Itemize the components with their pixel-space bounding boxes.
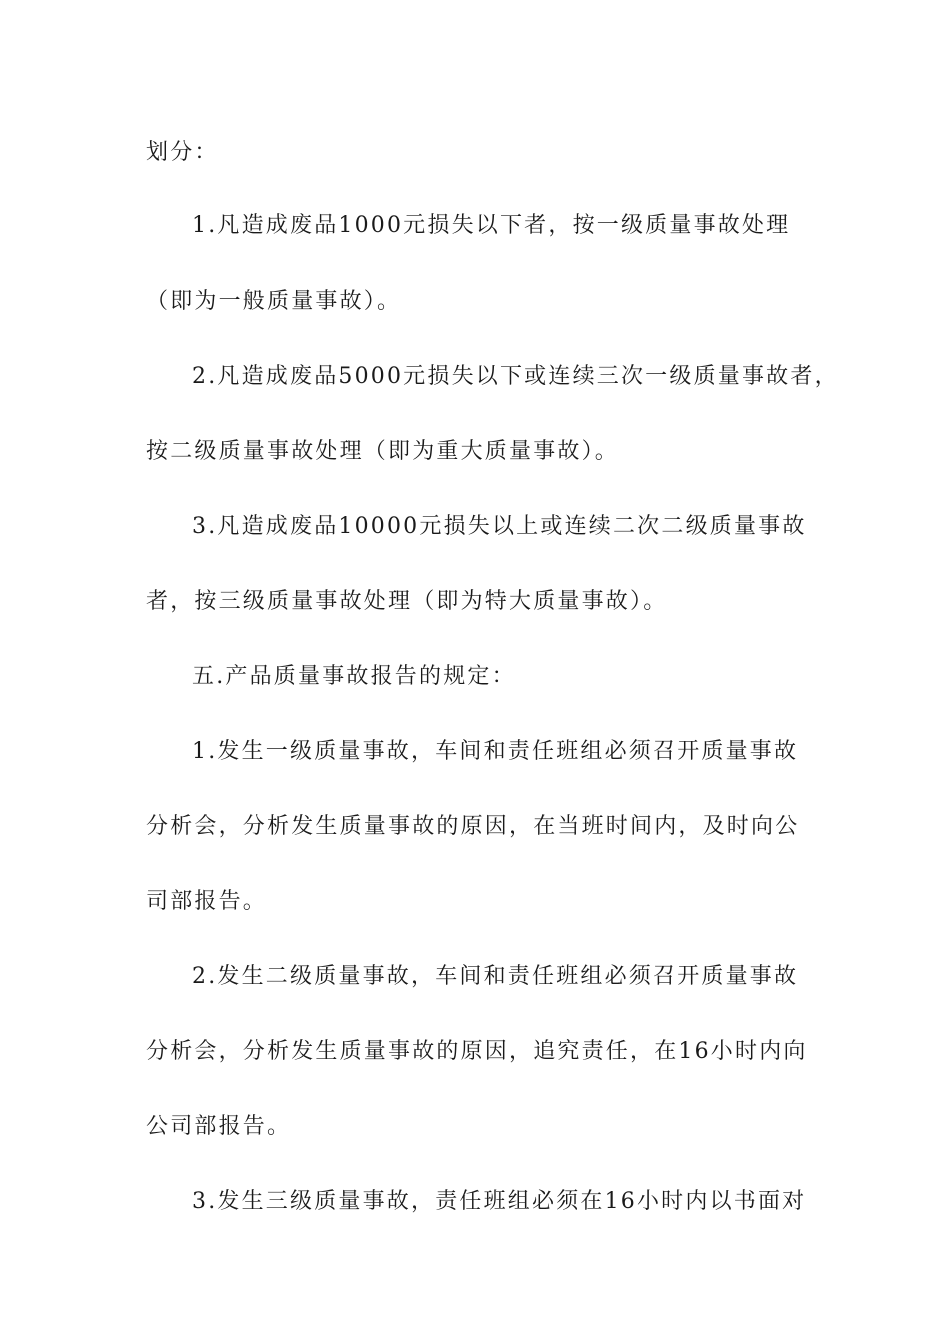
text-line: 者，按三级质量事故处理（即为特大质量事故）。 — [146, 589, 668, 614]
text-line: 2.凡造成废品5000元损失以下或连续三次一级质量事故者， — [192, 364, 839, 389]
section-heading: 五.产品质量事故报告的规定： — [192, 664, 516, 689]
text-line: （即为一般质量事故）。 — [146, 289, 402, 314]
text-line: 3.凡造成废品10000元损失以上或连续二次二级质量事故 — [192, 514, 807, 539]
text-line: 公司部报告。 — [146, 1114, 292, 1139]
text-line: 分析会，分析发生质量事故的原因，追究责任，在16小时内向 — [146, 1039, 808, 1064]
text-line: 划分： — [146, 140, 219, 165]
text-line: 1.发生一级质量事故，车间和责任班组必须召开质量事故 — [192, 739, 799, 764]
text-line: 按二级质量事故处理（即为重大质量事故）。 — [146, 439, 620, 464]
text-line: 2.发生二级质量事故，车间和责任班组必须召开质量事故 — [192, 964, 799, 989]
text-line: 分析会，分析发生质量事故的原因，在当班时间内，及时向公 — [146, 814, 800, 839]
text-line: 3.发生三级质量事故，责任班组必须在16小时内以书面对 — [192, 1189, 807, 1214]
text-line: 1.凡造成废品1000元损失以下者，按一级质量事故处理 — [192, 213, 791, 238]
text-line: 司部报告。 — [146, 889, 268, 914]
